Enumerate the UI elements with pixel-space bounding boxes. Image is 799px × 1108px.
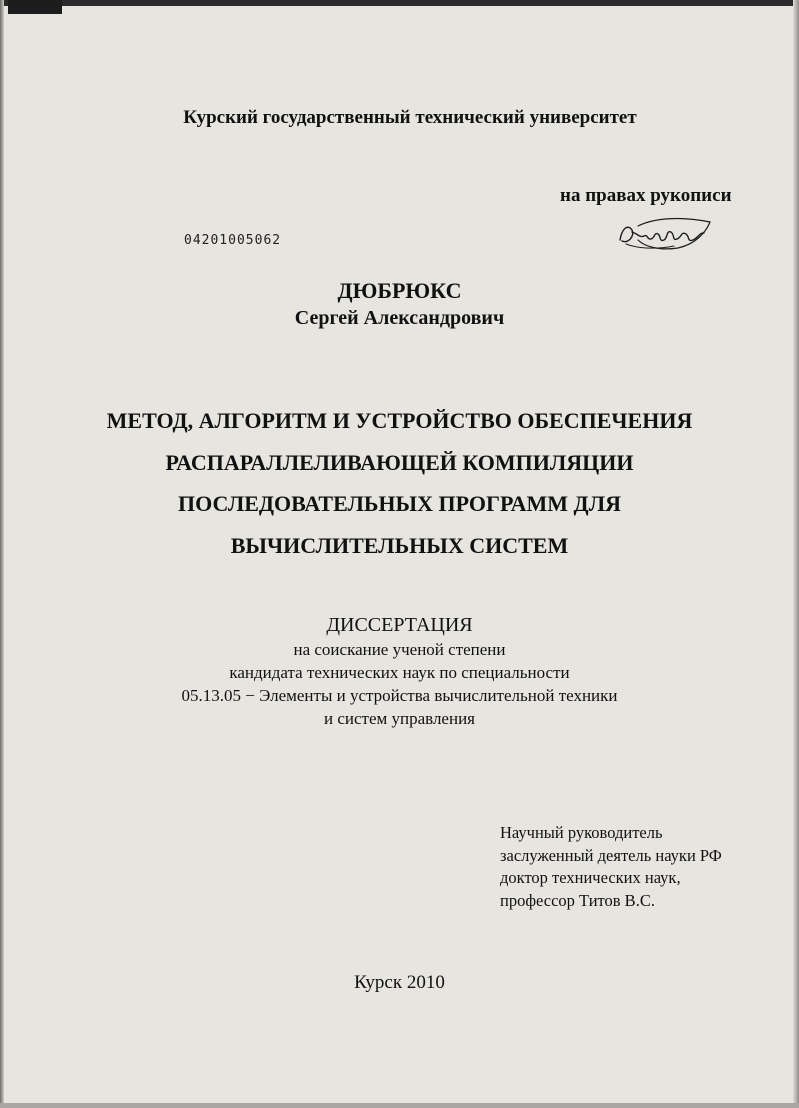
title-line: ВЫЧИСЛИТЕЛЬНЫХ СИСТЕМ	[230, 532, 569, 558]
scientific-advisor	[500, 822, 722, 912]
author-surname: ДЮБРЮКС	[337, 278, 462, 303]
manuscript-note: на правах рукописи	[560, 185, 732, 206]
scan-edge-bottom	[0, 1103, 799, 1108]
advisor-line: доктор технических наук,	[500, 868, 681, 887]
title-line: РАСПАРАЛЛЕЛИВАЮЩЕЙ КОМПИЛЯЦИИ	[165, 449, 634, 475]
author-given-names: Сергей Александрович	[294, 307, 505, 329]
city-year: Курск 2010	[354, 972, 445, 993]
inventory-number: 04201005062	[184, 233, 282, 248]
scan-edge-top	[0, 0, 799, 6]
advisor-line: Научный руководитель	[500, 823, 663, 842]
specialty-line: 05.13.05 − Элементы и устройства вычислительной техники	[181, 686, 618, 705]
advisor-line: профессор Титов В.С.	[500, 890, 655, 910]
dissertation-title	[0, 400, 799, 566]
title-line: МЕТОД, АЛГОРИТМ И УСТРОЙСТВО ОБЕСПЕЧЕНИЯ	[106, 408, 693, 433]
degree-line: кандидата технических наук по специальности	[229, 663, 570, 682]
scan-binding-tab	[8, 0, 62, 14]
specialty-line: и систем управления	[323, 709, 475, 728]
advisor-line: заслуженный деятель науки РФ	[500, 845, 722, 865]
university-name: Курский государственный технический университет	[183, 107, 637, 128]
degree-line: на соискание ученой степени	[293, 640, 506, 659]
title-line: ПОСЛЕДОВАТЕЛЬНЫХ ПРОГРАММ ДЛЯ	[178, 491, 621, 516]
handwritten-signature	[614, 210, 714, 256]
document-type: ДИССЕРТАЦИЯ	[326, 614, 473, 636]
